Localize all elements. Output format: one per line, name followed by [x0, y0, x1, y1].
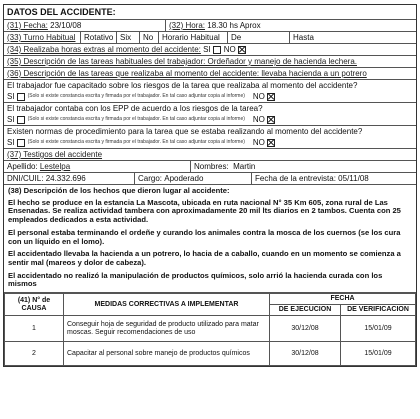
- date-time-row: [4, 20, 416, 32]
- rotativo-label: Rotativo: [81, 32, 117, 43]
- horario-label: Horario Habitual: [159, 32, 228, 43]
- no-label[interactable]: No: [140, 32, 159, 43]
- causa-number: 1: [5, 316, 64, 342]
- epp-si-checkbox[interactable]: [17, 116, 25, 124]
- answer-normas: [4, 137, 416, 149]
- normas-no-checkbox[interactable]: [267, 139, 275, 147]
- nombres-cell: [191, 162, 258, 171]
- hora-value[interactable]: 18.30 hs Aprox: [207, 20, 261, 30]
- apellido-value[interactable]: Lestelpa: [39, 161, 71, 171]
- nombres-label: Nombres:: [194, 161, 229, 171]
- descripcion-hechos: [4, 185, 416, 293]
- horas-extras-label: (34) Realizaba horas extras al momento del accidente:: [7, 44, 201, 54]
- capacitado-si-checkbox[interactable]: [17, 93, 25, 101]
- capacitado-no-label: NO: [252, 91, 265, 101]
- dni-row: [4, 173, 416, 185]
- causa-number: 2: [5, 342, 64, 366]
- medida-text[interactable]: Conseguir hoja de seguridad de producto utilizado para matar moscas. Seguir recomendaciones de uso: [64, 316, 270, 342]
- hora-label: (32) Hora:: [169, 20, 206, 30]
- medidas-header-row: [5, 294, 416, 305]
- table-row: [5, 342, 416, 366]
- descripcion-title: (38) Descripción de los hechos que dieron lugar al accidente:: [8, 186, 230, 195]
- cargo-value[interactable]: Apoderado: [164, 173, 204, 183]
- descripcion-parrafo-3: El accidentado llevaba la hacienda a un potrero, lo hacia de a caballo, cuando en un momento se comienza a sentir mal (mareos y dolor de cabeza).: [8, 249, 401, 268]
- fecha-ejecucion[interactable]: 30/12/08: [270, 316, 341, 342]
- six-label[interactable]: Six: [117, 32, 140, 43]
- capacitado-note: (Solo si existe constancia escrita y firmada por el trabajador. En tal caso adjuntar copia al informe): [27, 92, 245, 99]
- cargo-label: Cargo:: [138, 173, 163, 183]
- col-causa: (41) N° de CAUSA: [5, 294, 64, 316]
- horas-extras-row: [4, 44, 416, 56]
- section-title: DATOS DEL ACCIDENTE:: [4, 5, 416, 20]
- normas-si-checkbox[interactable]: [17, 139, 25, 147]
- col-medidas: MEDIDAS CORRECTIVAS A IMPLEMENTAR: [64, 294, 270, 316]
- tareas-momento-row: [4, 68, 416, 80]
- medidas-table: [4, 293, 416, 366]
- descripcion-parrafo-1: El hecho se produce en la estancia La Mascota, ubicada en ruta nacional N° 35 Km 605, zona rural de Las Ensenadas. Se realiza actividad tambera con aproximadamente 20 mil lts diarios en 2 tambos. Cuenta con 25 empleados dedicados a esta actividad.: [8, 197, 401, 225]
- fecha-cell: [4, 20, 166, 31]
- fecha-entrevista-label: Fecha de la entrevista:: [255, 173, 336, 183]
- apellido-label: Apellido:: [7, 161, 38, 171]
- de-label[interactable]: De: [228, 32, 290, 43]
- dni-value[interactable]: 24.332.696: [45, 173, 86, 183]
- hora-cell: [166, 21, 264, 30]
- hasta-label[interactable]: Hasta: [293, 32, 314, 42]
- tareas-habituales-row: [4, 56, 416, 68]
- horas-extras-si-label: SI: [203, 44, 211, 54]
- normas-note: (Solo si existe constancia escrita y firmada por el trabajador. En tal caso adjuntar copia al informe): [27, 138, 245, 145]
- fecha-ejecucion[interactable]: 30/12/08: [270, 342, 341, 366]
- horas-extras-no-checkbox[interactable]: [238, 46, 246, 54]
- answer-epp: [4, 114, 416, 126]
- tareas-momento-text: (36) Descripción de las tareas que realizaba al momento del accidente: llevaba hacienda a un potrero: [7, 68, 367, 78]
- horas-extras-si-checkbox[interactable]: [213, 46, 221, 54]
- fecha-verificacion[interactable]: 15/01/09: [341, 342, 416, 366]
- medida-text[interactable]: Capacitar al personal sobre manejo de productos químicos: [64, 342, 270, 366]
- question-normas: Existen normas de procedimiento para la tarea que se estaba realizando al momento del accidente?: [7, 127, 363, 136]
- dni-cell: [4, 173, 135, 184]
- testigos-label: (37) Testigos del accidente: [7, 149, 103, 159]
- turno-row: [4, 32, 416, 44]
- question-epp: El trabajador contaba con los EPP de acuerdo a los riesgos de la tarea?: [7, 104, 263, 113]
- fecha-entrevista-cell: [252, 174, 372, 183]
- fecha-entrevista-value[interactable]: 05/11/08: [338, 173, 369, 183]
- normas-no-label: NO: [252, 137, 265, 147]
- cargo-cell: [135, 173, 252, 184]
- descripcion-parrafo-2: El personal estaba terminando el ordeñe y curando los animales contra la mosca de los cuernos (se los cura con un líquido en el lomo).: [8, 227, 401, 246]
- capacitado-si-label: SI: [7, 91, 15, 101]
- col-ejecucion: DE EJECUCION: [270, 305, 341, 316]
- dni-label: DNI/CUIL:: [7, 173, 44, 183]
- accident-form: [3, 4, 417, 367]
- tareas-habituales-text: (35) Descripción de las tareas habituales del trabajador: Ordeñador y manejo de hacienda lechera.: [7, 56, 357, 66]
- col-fecha: FECHA: [270, 294, 416, 305]
- descripcion-parrafo-4: El accidentado no realizó la manipulación de productos químicos, solo arrió la hacienda curada con los mismos: [8, 270, 383, 289]
- normas-si-label: SI: [7, 137, 15, 147]
- turno-label: (33) Turno Habitual: [4, 32, 81, 43]
- nombres-value[interactable]: Martin: [233, 161, 256, 171]
- witness-row: [4, 161, 416, 173]
- answer-capacitado: [4, 91, 416, 103]
- apellido-cell: [4, 161, 191, 172]
- epp-note: (Solo si existe constancia escrita y firmada por el trabajador. En tal caso adjuntar copia al informe): [27, 115, 245, 122]
- question-capacitado: El trabajador fue capacitado sobre los riesgos de la tarea que realizaba al momento del accidente?: [7, 81, 358, 90]
- col-verificacion: DE VERIFICACION: [341, 305, 416, 316]
- epp-no-label: NO: [252, 114, 265, 124]
- fecha-verificacion[interactable]: 15/01/09: [341, 316, 416, 342]
- epp-no-checkbox[interactable]: [267, 116, 275, 124]
- epp-si-label: SI: [7, 114, 15, 124]
- capacitado-no-checkbox[interactable]: [267, 93, 275, 101]
- fecha-value[interactable]: 23/10/08: [50, 20, 82, 30]
- table-row: [5, 316, 416, 342]
- fecha-label: (31) Fecha:: [7, 20, 48, 30]
- testigos-row: [4, 149, 416, 161]
- horas-extras-no-label: NO: [223, 44, 236, 54]
